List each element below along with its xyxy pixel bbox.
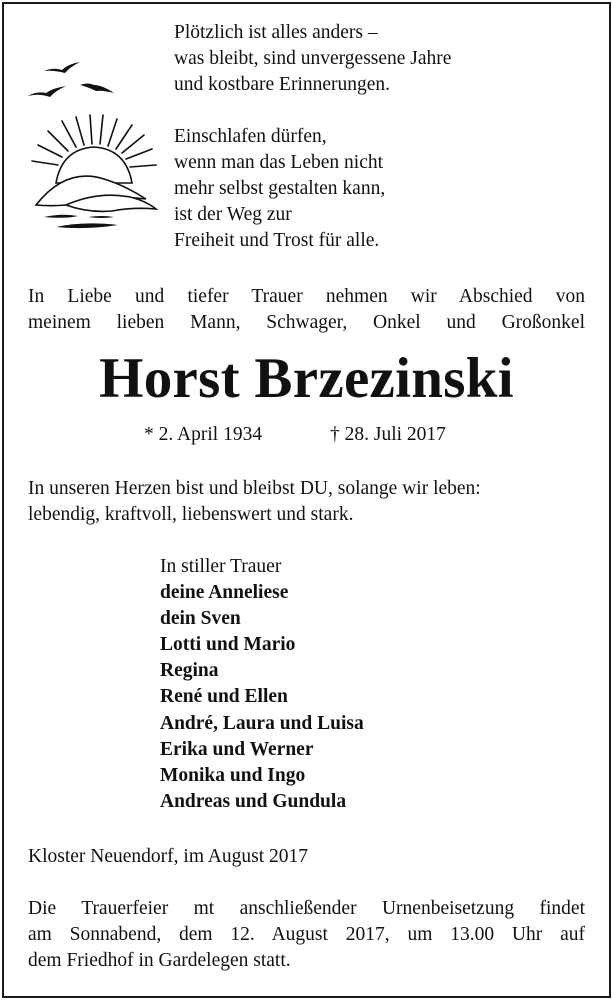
intro-line: In Liebe und tiefer Trauer nehmen wir Abschied von xyxy=(28,286,585,307)
poem-line: wenn man das Leben nicht xyxy=(174,152,384,173)
birds-over-sunrise-dunes-icon xyxy=(22,55,162,235)
dunes-icon xyxy=(36,176,156,211)
poem-line: mehr selbst gestalten kann, xyxy=(174,178,386,199)
service-line: am Sonnabend, dem 12. August 2017, um 13.00 Uhr auf xyxy=(28,924,585,945)
mourner-name: Lotti und Mario xyxy=(160,634,296,656)
poem-line: Freiheit und Trost für alle. xyxy=(174,230,380,251)
mourners-intro: In stiller Trauer xyxy=(160,556,282,577)
remembrance-text xyxy=(28,476,481,528)
service-line: Die Trauerfeier mt anschließender Urnenbeisetzung findet xyxy=(28,898,585,919)
mourner-name: Regina xyxy=(160,660,219,682)
mourners-list xyxy=(160,554,364,815)
poem-stanza-1 xyxy=(174,20,451,98)
poem-line: was bleibt, sind unvergessene Jahre xyxy=(174,48,452,69)
service-line: dem Friedhof in Gardelegen statt. xyxy=(28,950,291,971)
farewell-intro xyxy=(28,284,585,336)
mourner-name: René und Ellen xyxy=(160,686,288,708)
intro-line: meinem lieben Mann, Schwager, Onkel und Großonkel xyxy=(28,312,585,333)
remembrance-line: In unseren Herzen bist und bleibst DU, solange wir leben: xyxy=(28,478,481,499)
death-date: † 28. Juli 2017 xyxy=(330,424,446,445)
poem-line: und kostbare Erinnerungen. xyxy=(174,74,391,95)
mourner-name: André, Laura und Luisa xyxy=(160,712,364,734)
mourner-name: Erika und Werner xyxy=(160,738,314,760)
deceased-name: Horst Brzezinski xyxy=(99,347,514,410)
birds-icon xyxy=(28,62,114,97)
poem-stanza-2 xyxy=(174,124,385,254)
place-and-date: Kloster Neuendorf, im August 2017 xyxy=(28,846,309,867)
mourner-name: dein Sven xyxy=(160,608,241,630)
remembrance-line: lebendig, kraftvoll, liebenswert und stark. xyxy=(28,504,354,525)
water-icon xyxy=(44,215,118,228)
mourner-name: Monika und Ingo xyxy=(160,764,306,786)
mourner-name: deine Anneliese xyxy=(160,582,289,604)
poem-line: Einschlafen dürfen, xyxy=(174,126,327,147)
poem-line: Plötzlich ist alles anders – xyxy=(174,22,378,43)
funeral-service-info xyxy=(28,896,585,974)
birth-date: * 2. April 1934 xyxy=(144,424,263,445)
sun-rays-icon xyxy=(32,115,156,167)
mourner-name: Andreas und Gundula xyxy=(160,790,347,812)
poem-line: ist der Weg zur xyxy=(174,204,292,225)
